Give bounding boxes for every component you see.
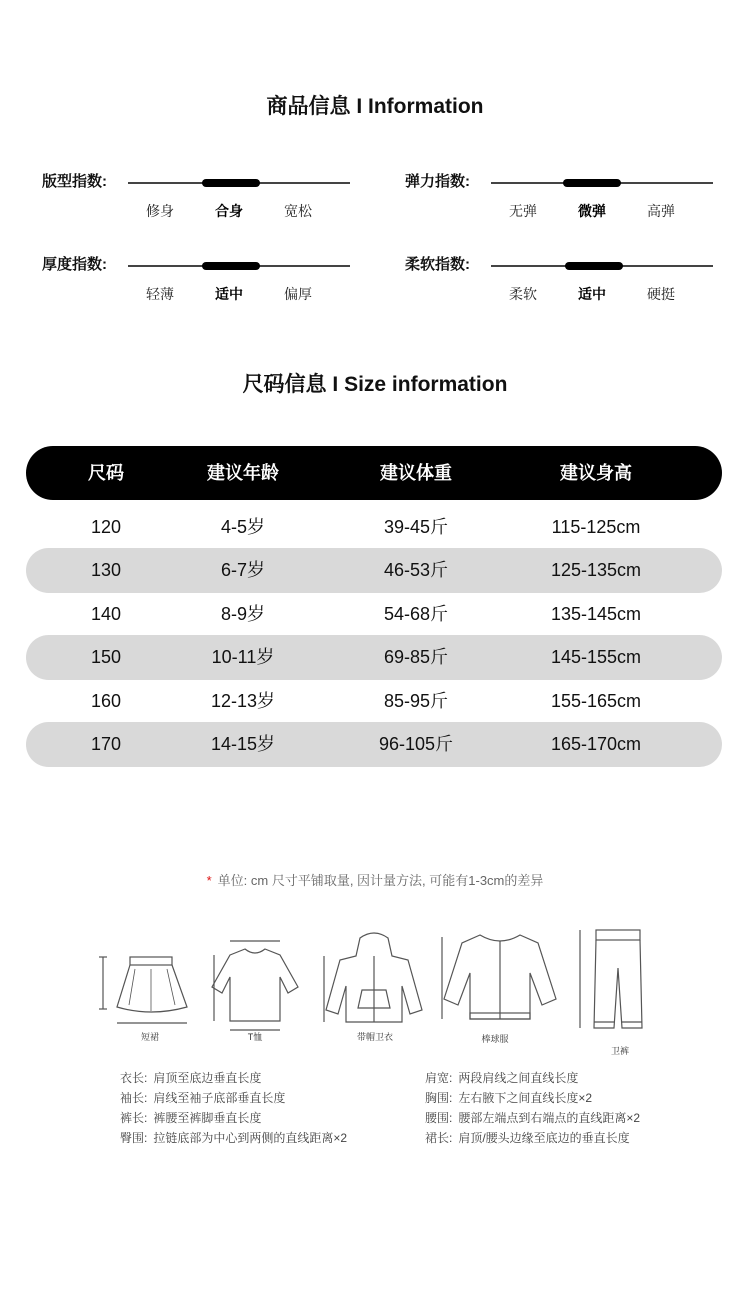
fit-option-regular: 合身 [215,203,243,219]
table-row [26,548,722,593]
definition-term: 胸围: [425,1091,453,1105]
definition-term: 裙长: [425,1131,453,1145]
definition-term: 衣长: [120,1071,148,1085]
stretch-option-none: 无弹 [509,203,537,219]
cell-size: 130 [90,560,122,580]
cell-height: 115-125cm [551,517,641,537]
cell-height: 155-165cm [550,691,642,711]
definitions-right [425,1068,640,1148]
definition-item [425,1068,640,1088]
size-table-header [26,446,722,500]
note-text: 单位: cm 尺寸平铺取量, 因计量方法, 可能有1-3cm的差异 [217,873,544,888]
table-row [26,722,722,767]
definition-desc: 两段肩线之间直线长度 [458,1071,579,1085]
cell-weight: 96-105斤 [378,734,454,754]
header-height: 建议身高 [560,463,632,483]
definition-item [425,1108,640,1128]
definition-term: 臀围: [120,1131,148,1145]
softness-option-medium: 适中 [578,286,606,302]
cell-size: 140 [90,604,122,624]
measurement-note [0,870,750,889]
cell-age: 10-11岁 [211,647,275,667]
fit-index-marker [202,179,260,187]
definition-item [120,1108,347,1128]
definition-term: 袖长: [120,1091,148,1105]
cell-size: 170 [90,734,122,754]
softness-index [405,255,735,315]
cell-height: 135-145cm [550,604,642,624]
definition-term: 腰围: [425,1111,453,1125]
definition-desc: 肩顶至底边垂直长度 [153,1071,262,1085]
fit-index [42,172,372,232]
softness-index-label: 柔软指数: [405,256,470,273]
fit-option-loose: 宽松 [284,203,312,219]
definition-term: 肩宽: [425,1071,453,1085]
cell-weight: 85-95斤 [383,691,449,711]
sweatpants-caption: 卫裤 [610,1046,629,1056]
thickness-index-label: 厚度指数: [42,256,107,273]
definition-item [425,1128,640,1148]
cell-weight: 39-45斤 [383,517,449,537]
cell-height: 145-155cm [550,647,642,667]
definition-desc: 腰部左端点到右端点的直线距离×2 [458,1111,641,1125]
cell-age: 14-15岁 [210,734,276,754]
stretch-index [405,172,735,232]
definition-item [120,1068,347,1088]
definition-desc: 肩线至袖子底部垂直长度 [153,1091,286,1105]
definition-item [120,1088,347,1108]
hoodie-caption: 带帽卫衣 [356,1032,393,1042]
definition-desc: 左右腋下之间直线长度×2 [458,1091,593,1105]
cell-weight: 69-85斤 [383,647,449,667]
thickness-index-marker [202,262,260,270]
cell-age: 12-13岁 [210,691,276,711]
cell-size: 150 [90,647,122,667]
cell-height: 125-135cm [550,560,642,580]
skirt-caption: 短裙 [140,1032,159,1042]
table-row [26,505,722,550]
header-size: 尺码 [88,463,124,483]
softness-index-marker [565,262,623,270]
header-weight: 建议体重 [380,463,452,483]
cell-height: 165-170cm [550,734,642,754]
fit-index-label: 版型指数: [42,173,107,190]
definitions-left [120,1068,347,1148]
softness-option-stiff: 硬挺 [647,286,675,302]
note-asterisk: * [206,873,212,888]
cell-weight: 54-68斤 [383,604,449,624]
cell-weight: 46-53斤 [383,560,449,580]
definition-desc: 裤腰至裤脚垂直长度 [153,1111,262,1125]
product-info-title: 商品信息 I Information [266,95,484,118]
header-age: 建议年龄 [207,463,279,483]
stretch-index-marker [563,179,621,187]
tshirt-diagram [200,935,310,1035]
softness-option-soft: 柔软 [509,286,537,302]
stretch-option-high: 高弹 [647,203,675,219]
table-row [26,592,722,637]
baseball-jacket-diagram [438,925,563,1035]
fit-option-slim: 修身 [146,203,174,219]
cell-age: 6-7岁 [220,560,265,580]
tshirt-caption: T恤 [247,1032,263,1042]
cell-size: 120 [90,517,122,537]
cell-age: 4-5岁 [220,517,265,537]
sweatpants-diagram [572,922,662,1042]
definition-item [425,1088,640,1108]
thickness-option-thin: 轻薄 [146,286,174,302]
definition-desc: 拉链底部为中心到两侧的直线距离×2 [153,1131,348,1145]
stretch-option-slight: 微弹 [578,203,606,219]
definition-desc: 肩顶/腰头边缘至底边的垂直长度 [458,1131,630,1145]
cell-age: 8-9岁 [220,604,265,624]
thickness-option-thick: 偏厚 [284,286,312,302]
thickness-index [42,255,372,315]
definition-term: 裤长: [120,1111,148,1125]
table-row [26,635,722,680]
stretch-index-label: 弹力指数: [405,173,470,190]
baseball-jacket-caption: 棒球服 [481,1034,509,1044]
cell-size: 160 [90,691,122,711]
hoodie-diagram [318,930,428,1035]
size-info-title: 尺码信息 I Size information [242,373,508,396]
table-row [26,679,722,724]
definition-item [120,1128,347,1148]
thickness-option-medium: 适中 [215,286,243,302]
